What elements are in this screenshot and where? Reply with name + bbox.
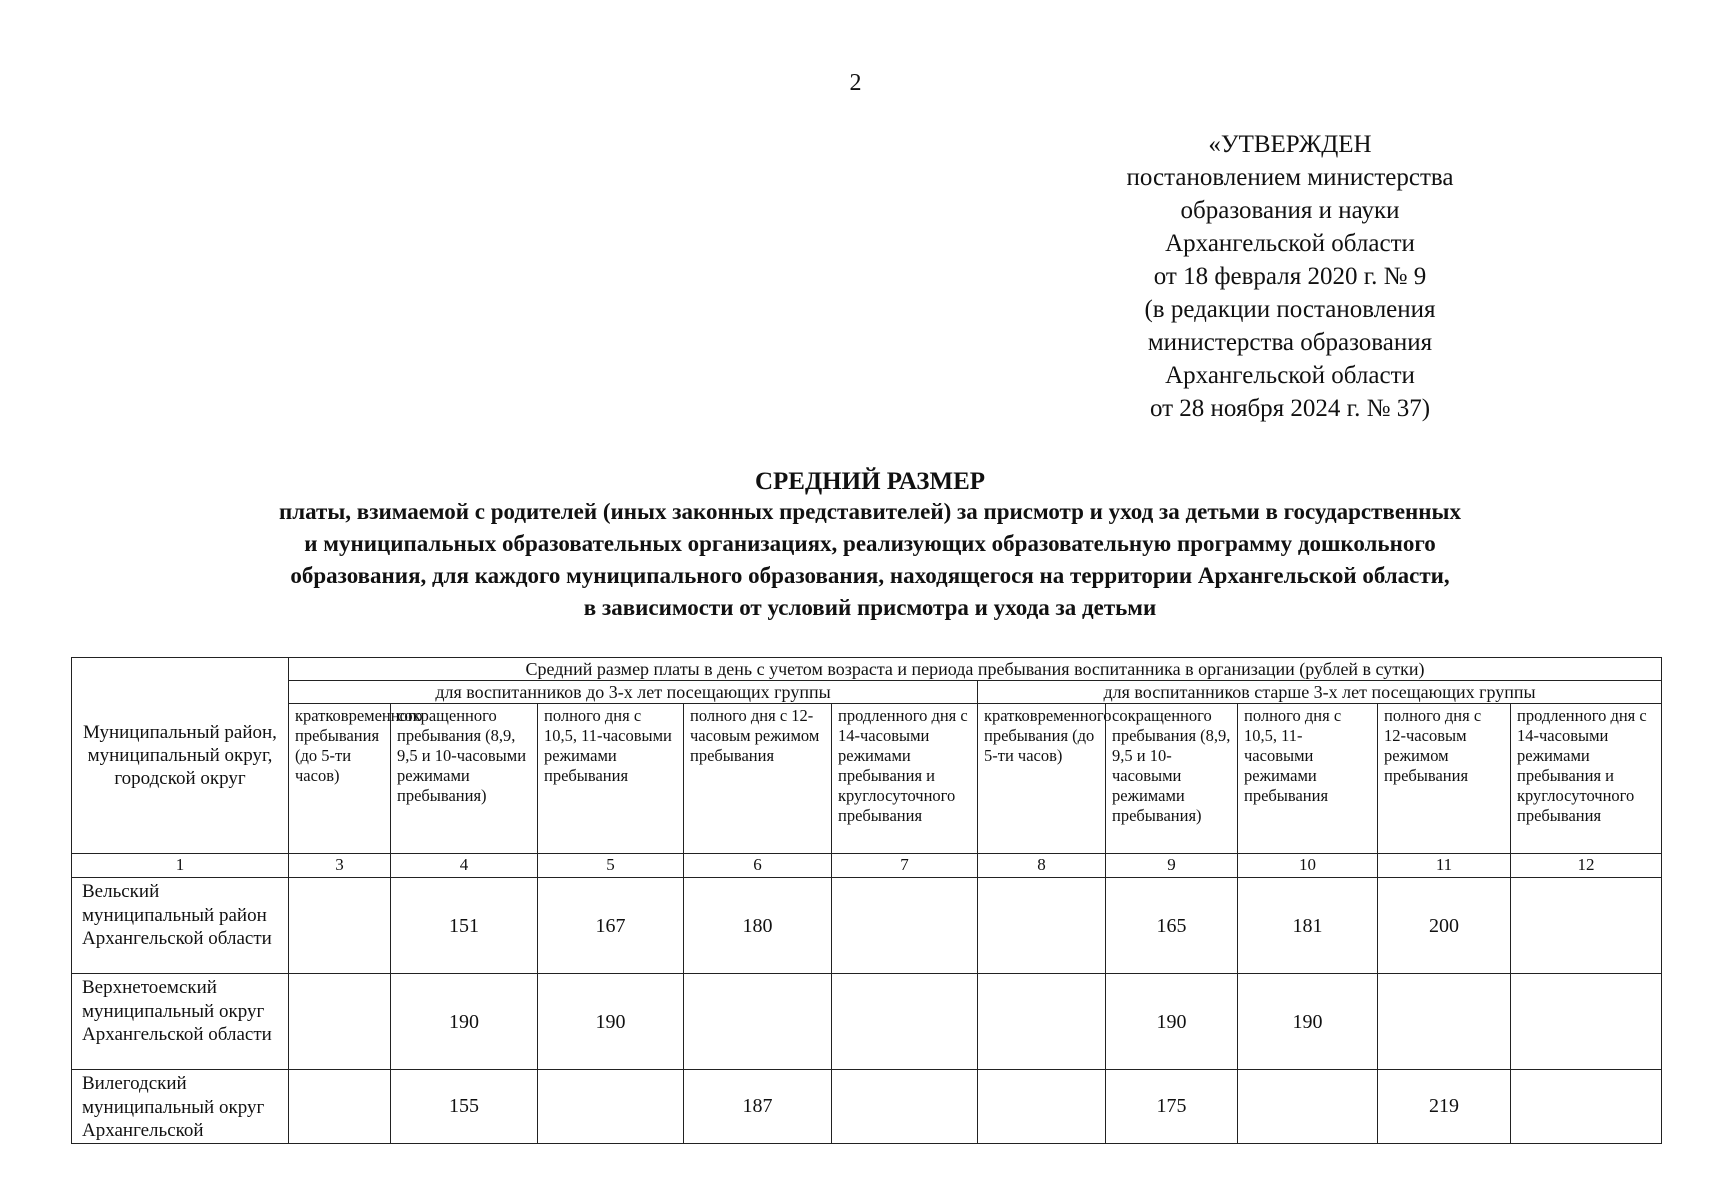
header-group-under-3: для воспитанников до 3-х лет посещающих группы — [289, 681, 978, 704]
column-number: 8 — [978, 854, 1106, 878]
table-row — [72, 878, 1662, 974]
approval-line: «УТВЕРЖДЕН — [1208, 131, 1372, 158]
subtitle-line: образования, для каждого муниципального образования, находящегося на территории Архангельской области, — [290, 563, 1450, 588]
fee-cell — [684, 974, 832, 1070]
fee-cell: 165 — [1106, 878, 1238, 974]
header-over3-12-hour: полного дня с 12-часовым режимом пребывания — [1378, 704, 1511, 854]
approval-line: Архангельской области — [1165, 362, 1415, 389]
header-over3-full-day: полного дня с 10,5, 11-часовыми режимами пребывания — [1238, 704, 1378, 854]
fee-cell — [1511, 1070, 1662, 1144]
column-number: 11 — [1378, 854, 1511, 878]
fee-cell: 190 — [391, 974, 538, 1070]
approval-line: (в редакции постановления — [1144, 296, 1436, 323]
fee-cell: 200 — [1378, 878, 1511, 974]
fee-cell: 190 — [1106, 974, 1238, 1070]
municipality-name: Вельский муниципальный район Архангельской области — [72, 878, 289, 974]
fee-cell: 181 — [1238, 878, 1378, 974]
fee-cell — [289, 878, 391, 974]
fee-cell: 155 — [391, 1070, 538, 1144]
column-number-row — [72, 854, 1662, 878]
fee-cell — [289, 974, 391, 1070]
page-number: 2 — [849, 70, 862, 96]
fee-cell — [978, 878, 1106, 974]
document-subtitle — [100, 496, 1640, 624]
column-number: 3 — [289, 854, 391, 878]
column-number: 7 — [832, 854, 978, 878]
document-title: СРЕДНИЙ РАЗМЕР — [754, 468, 986, 495]
header-under3-extended-day: продленного дня с 14-часовыми режимами пребывания и круглосуточного пребывания — [832, 704, 978, 854]
header-under3-12-hour: полного дня с 12-часовым режимом пребывания — [684, 704, 832, 854]
header-average-fee: Средний размер платы в день с учетом возраста и периода пребывания воспитанника в организации (рублей в сутки) — [289, 658, 1662, 681]
header-under3-short-stay: кратковременного пребывания (до 5-ти часов) — [289, 704, 391, 854]
subtitle-line: и муниципальных образовательных организациях, реализующих образовательную программу дошкольного — [304, 531, 1436, 556]
approval-line: от 28 ноября 2024 г. № 37) — [1149, 395, 1431, 422]
fee-cell — [1511, 878, 1662, 974]
fee-table — [71, 657, 1662, 1144]
header-municipality: Муниципальный район, муниципальный округ, городской округ — [72, 658, 289, 854]
fee-cell: 190 — [1238, 974, 1378, 1070]
fee-cell — [978, 1070, 1106, 1144]
fee-cell — [1511, 974, 1662, 1070]
municipality-name: Вилегодский муниципальный округ Архангельской — [72, 1070, 289, 1144]
approval-line: Архангельской области — [1165, 230, 1415, 257]
fee-cell: 175 — [1106, 1070, 1238, 1144]
approval-line: от 18 февраля 2020 г. № 9 — [1153, 263, 1427, 290]
fee-cell — [538, 1070, 684, 1144]
fee-cell — [978, 974, 1106, 1070]
fee-cell: 187 — [684, 1070, 832, 1144]
fee-cell — [832, 1070, 978, 1144]
fee-cell — [1378, 974, 1511, 1070]
fee-cell — [289, 1070, 391, 1144]
header-under3-full-day: полного дня с 10,5, 11-часовыми режимами пребывания — [538, 704, 684, 854]
header-group-over-3: для воспитанников старше 3-х лет посещающих группы — [978, 681, 1662, 704]
fee-cell: 151 — [391, 878, 538, 974]
approval-stamp — [1110, 128, 1470, 425]
fee-cell: 180 — [684, 878, 832, 974]
fee-cell: 190 — [538, 974, 684, 1070]
subtitle-line: платы, взимаемой с родителей (иных законных представителей) за присмотр и уход за детьми в государственных — [278, 499, 1462, 524]
approval-line: постановлением министерства — [1126, 164, 1454, 191]
column-number: 4 — [391, 854, 538, 878]
column-number: 12 — [1511, 854, 1662, 878]
approval-line: министерства образования — [1147, 329, 1433, 356]
fee-cell: 219 — [1378, 1070, 1511, 1144]
column-number: 1 — [72, 854, 289, 878]
header-under3-reduced-stay: сокращенного пребывания (8,9, 9,5 и 10-часовыми режимами пребывания) — [391, 704, 538, 854]
column-number: 5 — [538, 854, 684, 878]
table-row — [72, 1070, 1662, 1144]
fee-cell — [832, 974, 978, 1070]
subtitle-line: в зависимости от условий присмотра и ухода за детьми — [583, 595, 1157, 620]
fee-cell: 167 — [538, 878, 684, 974]
header-over3-reduced-stay: сокращенного пребывания (8,9, 9,5 и 10-часовыми режимами пребывания) — [1106, 704, 1238, 854]
table-row — [72, 974, 1662, 1070]
fee-cell — [1238, 1070, 1378, 1144]
approval-line: образования и науки — [1180, 197, 1400, 224]
municipality-name: Верхнетоемский муниципальный округ Архангельской области — [72, 974, 289, 1070]
column-number: 6 — [684, 854, 832, 878]
fee-cell — [832, 878, 978, 974]
column-number: 10 — [1238, 854, 1378, 878]
column-number: 9 — [1106, 854, 1238, 878]
header-over3-extended-day: продленного дня с 14-часовыми режимами пребывания и круглосуточного пребывания — [1511, 704, 1662, 854]
header-over3-short-stay: кратковременного пребывания (до 5-ти часов) — [978, 704, 1106, 854]
